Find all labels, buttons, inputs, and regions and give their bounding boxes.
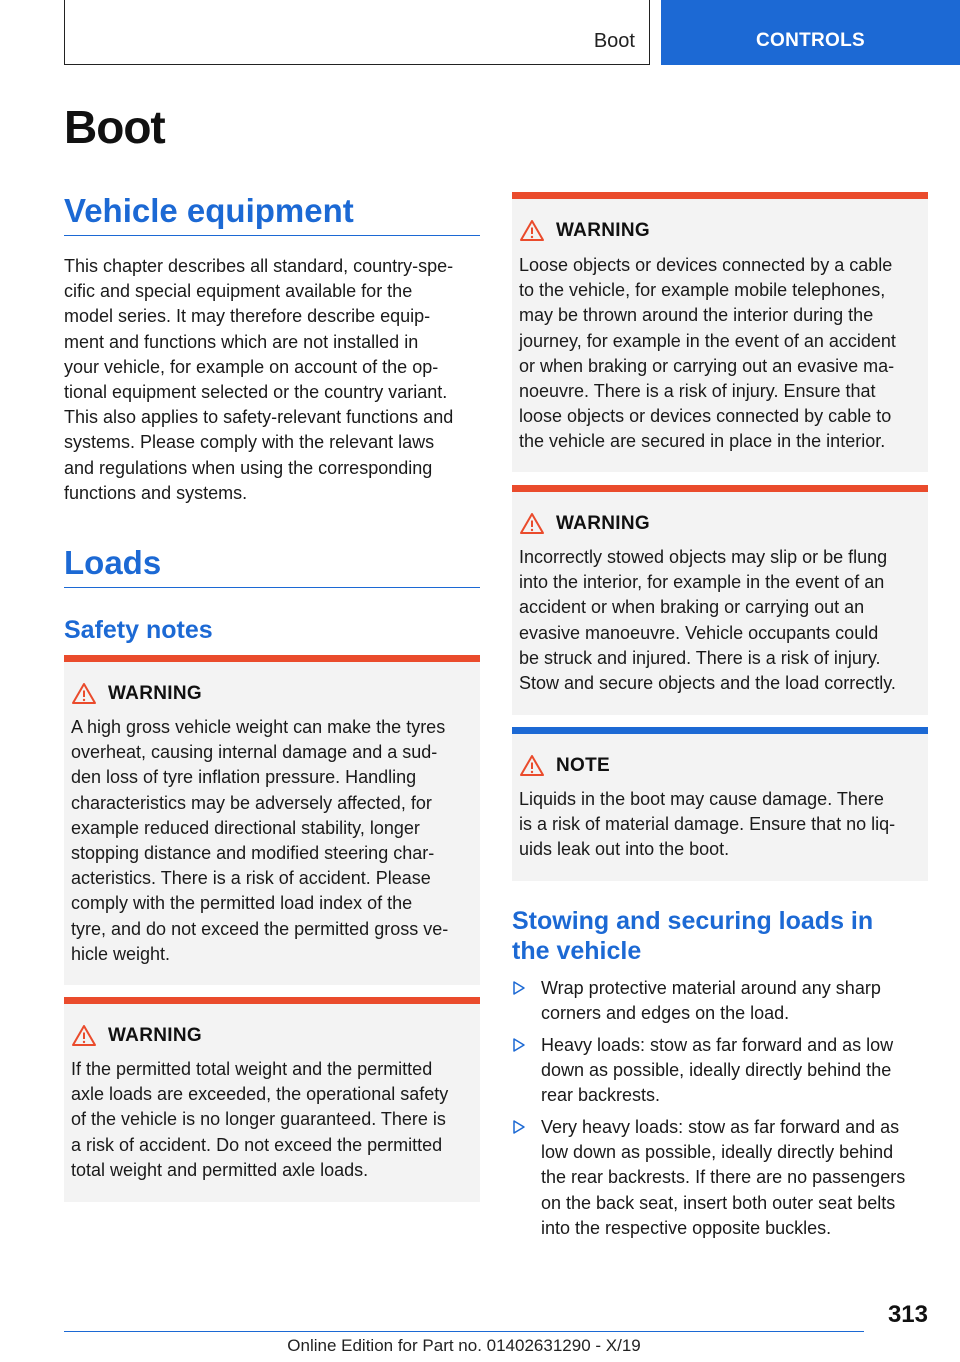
warning-triangle-icon bbox=[71, 1023, 97, 1047]
list-item bbox=[512, 1033, 928, 1109]
heading-loads: Loads bbox=[64, 544, 480, 588]
header-section-box bbox=[64, 0, 650, 65]
note-box-liquids bbox=[512, 727, 928, 881]
warning-bar bbox=[512, 192, 928, 199]
text-line: and regulations when using the corresponding bbox=[64, 457, 433, 478]
text-line: stopping distance and modified steering char‐ bbox=[71, 843, 435, 864]
triangle-right-icon bbox=[512, 1117, 526, 1137]
text-line: your vehicle, for example on account of the op‐ bbox=[64, 356, 439, 377]
note-label: NOTE bbox=[556, 755, 610, 776]
list-item bbox=[512, 1115, 928, 1241]
text-line: Loose objects or devices connected by a cable bbox=[519, 255, 893, 275]
warning-bar bbox=[512, 485, 928, 492]
text-line: accident or when braking or carrying out an bbox=[519, 597, 865, 618]
warning-text bbox=[71, 1057, 474, 1183]
vehicle-equipment-paragraph bbox=[64, 254, 480, 506]
text-line: Incorrectly stowed objects may slip or be flung bbox=[519, 547, 888, 567]
text-line: the rear backrests. If there are no passengers bbox=[541, 1167, 906, 1188]
text-line: tyre, and do not exceed the permitted gross ve‐ bbox=[71, 918, 449, 939]
warning-box-gross-weight bbox=[64, 655, 480, 985]
warning-box-stowed-objects bbox=[512, 485, 928, 715]
warning-bar bbox=[64, 997, 480, 1004]
warning-triangle-icon bbox=[519, 218, 545, 242]
text-line: overheat, causing internal damage and a sud‐ bbox=[71, 742, 438, 763]
text-line: into the respective opposite buckles. bbox=[541, 1217, 832, 1238]
text-line: cific and special equipment available for the bbox=[64, 281, 413, 302]
text-line: acteristics. There is a risk of accident. Please bbox=[71, 868, 431, 889]
list-item bbox=[512, 976, 928, 1026]
stowing-instructions-list bbox=[512, 976, 928, 1248]
page-number: 313 bbox=[887, 1301, 928, 1328]
text-line: a risk of accident. Do not exceed the permitted bbox=[71, 1134, 443, 1155]
warning-triangle-icon bbox=[519, 753, 545, 777]
text-line: corners and edges on the load. bbox=[541, 1003, 790, 1024]
header-section-title: Boot bbox=[593, 30, 635, 52]
footer-rule bbox=[64, 1331, 864, 1332]
triangle-right-icon bbox=[512, 1035, 526, 1055]
text-line: or when braking or carrying out an evasive ma‐ bbox=[519, 355, 895, 376]
warning-label: WARNING bbox=[108, 1025, 202, 1046]
text-line: be struck and injured. There is a risk of injury. bbox=[519, 647, 881, 668]
heading-safety-notes: Safety notes bbox=[64, 616, 213, 644]
heading-stowing-loads bbox=[512, 906, 928, 966]
text-line: of the vehicle is no longer guaranteed. There is bbox=[71, 1109, 446, 1130]
text-line: low down as possible, ideally directly behind bbox=[541, 1142, 894, 1163]
text-line: noeuvre. There is a risk of injury. Ensure that bbox=[519, 381, 876, 402]
triangle-right-icon bbox=[512, 978, 526, 998]
text-line: to the vehicle, for example mobile telephones, bbox=[519, 280, 886, 301]
note-bar bbox=[512, 727, 928, 734]
warning-label: WARNING bbox=[556, 513, 650, 534]
text-line: If the permitted total weight and the permitted bbox=[71, 1059, 433, 1079]
text-line: is a risk of material damage. Ensure that no liq‐ bbox=[519, 814, 896, 835]
warning-label: WARNING bbox=[556, 220, 650, 241]
heading-line: Stowing and securing loads in bbox=[512, 907, 874, 935]
text-line: into the interior, for example in the event of an bbox=[519, 572, 885, 593]
text-line: may be thrown around the interior during the bbox=[519, 305, 874, 326]
text-line: hicle weight. bbox=[71, 943, 171, 964]
warning-text bbox=[519, 545, 922, 696]
heading-line: the vehicle bbox=[512, 937, 642, 965]
warning-box-loose-objects bbox=[512, 192, 928, 472]
text-line: A high gross vehicle weight can make the tyres bbox=[71, 717, 446, 737]
text-line: Wrap protective material around any sharp bbox=[541, 978, 881, 998]
text-line: on the back seat, insert both outer seat belts bbox=[541, 1192, 896, 1213]
text-line: ment and functions which are not installed in bbox=[64, 331, 419, 352]
text-line: axle loads are exceeded, the operational safety bbox=[71, 1084, 449, 1105]
heading-vehicle-equipment: Vehicle equipment bbox=[64, 192, 480, 236]
text-line: tional equipment selected or the country variant. bbox=[64, 382, 448, 403]
footer-edition: Online Edition for Part no. 01402631290 - X/19 bbox=[287, 1336, 641, 1355]
header-chapter-label: CONTROLS bbox=[755, 30, 865, 51]
text-line: model series. It may therefore describe equip‐ bbox=[64, 306, 431, 327]
warning-label: WARNING bbox=[108, 683, 202, 704]
text-line: uids leak out into the boot. bbox=[519, 839, 730, 860]
warning-triangle-icon bbox=[519, 511, 545, 535]
text-line: rear backrests. bbox=[541, 1085, 661, 1106]
text-line: comply with the permitted load index of the bbox=[71, 893, 413, 914]
text-line: total weight and permitted axle loads. bbox=[71, 1159, 369, 1180]
warning-triangle-icon bbox=[71, 681, 97, 705]
text-line: the vehicle are secured in place in the interior. bbox=[519, 431, 886, 452]
text-line: journey, for example in the event of an accident bbox=[519, 330, 896, 351]
warning-box-axle-loads bbox=[64, 997, 480, 1202]
text-line: Heavy loads: stow as far forward and as low bbox=[541, 1034, 894, 1055]
header-chapter-tab bbox=[661, 0, 960, 65]
text-line: systems. Please comply with the relevant laws bbox=[64, 432, 435, 453]
warning-text bbox=[71, 715, 474, 967]
text-line: example reduced directional stability, longer bbox=[71, 817, 420, 838]
text-line: characteristics may be adversely affected, for bbox=[71, 792, 432, 813]
note-text bbox=[519, 787, 922, 863]
text-line: This chapter describes all standard, country-spe‐ bbox=[64, 256, 454, 276]
warning-bar bbox=[64, 655, 480, 662]
text-line: loose objects or devices connected by cable to bbox=[519, 406, 892, 427]
text-line: evasive manoeuvre. Vehicle occupants could bbox=[519, 622, 879, 643]
text-line: functions and systems. bbox=[64, 482, 248, 503]
text-line: Very heavy loads: stow as far forward and as bbox=[541, 1117, 900, 1138]
text-line: Liquids in the boot may cause damage. There bbox=[519, 789, 884, 809]
text-line: This also applies to safety-relevant functions and bbox=[64, 407, 454, 428]
text-line: den loss of tyre inflation pressure. Handling bbox=[71, 767, 417, 788]
page-title: Boot bbox=[64, 101, 165, 153]
text-line: Stow and secure objects and the load correctly. bbox=[519, 673, 896, 694]
warning-text bbox=[519, 253, 922, 455]
text-line: down as possible, ideally directly behind the bbox=[541, 1060, 892, 1081]
